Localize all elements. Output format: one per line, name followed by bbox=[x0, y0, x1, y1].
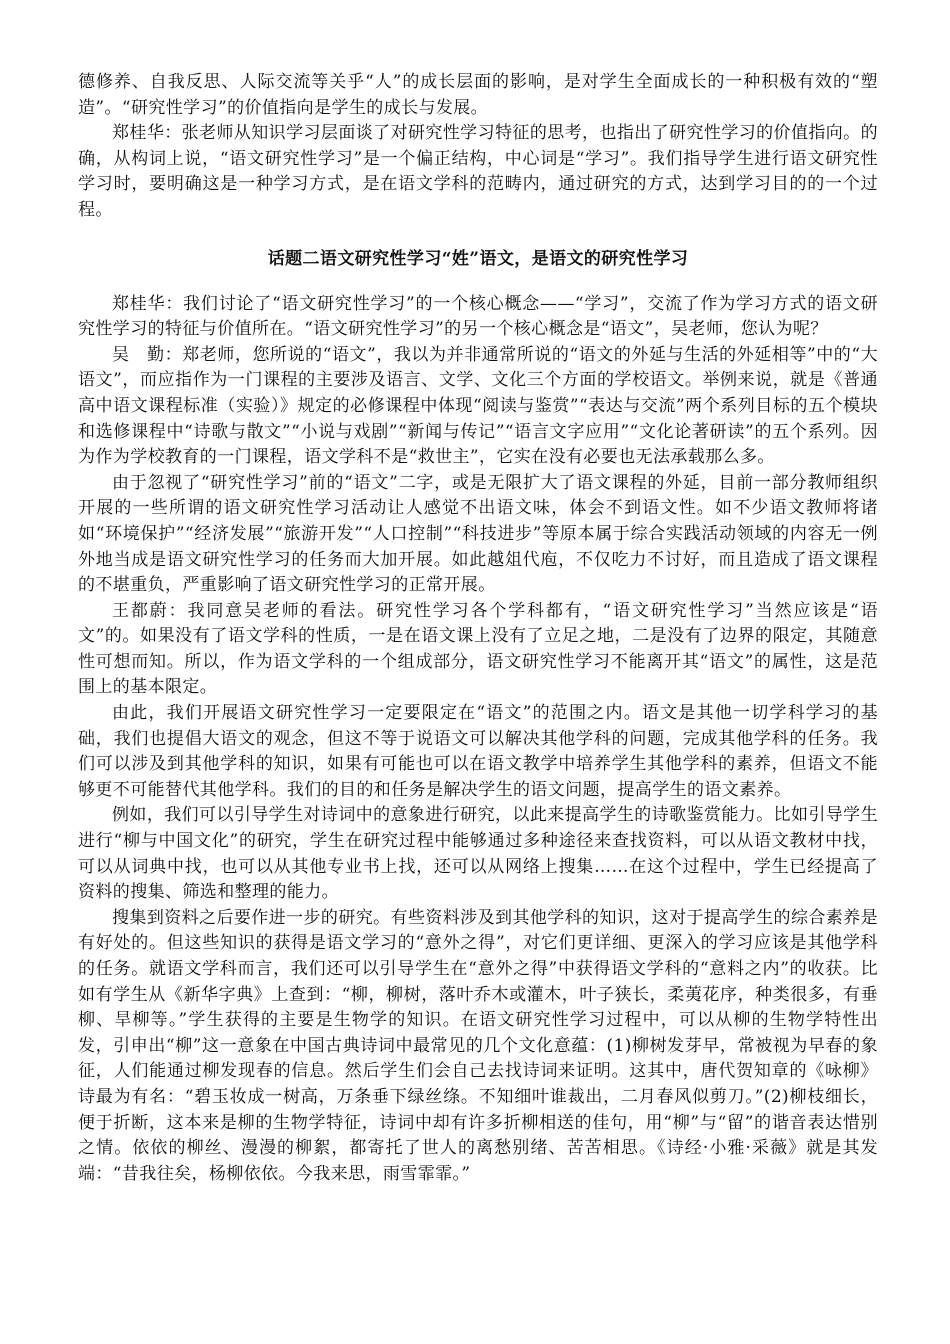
paragraph-zheng-guihua-summary: 郑桂华：张老师从知识学习层面谈了对研究性学习特征的思考，也指出了研究性学习的价值指向。的确，从构词上说，“语文研究性学习”是一个偏正结构，中心词是“学习”。我们指导学生进行语文研究性学习时，要明确这是一种学习方式，是在语文学科的范畴内，通过研究的方式，达到学习目的的一个过程。 bbox=[78, 123, 878, 220]
paragraph-continued: 德修养、自我反思、人际交流等关乎“人”的成长层面的影响，是对学生全面成长的一种积极有效的“塑造”。“研究性学习”的价值指向是学生的成长与发展。 bbox=[78, 72, 878, 118]
paragraph-willow-research: 搜集到资料之后要作进一步的研究。有些资料涉及到其他学科的知识，这对于提高学生的综合素养是有好处的。但这些知识的获得是语文学习的“意外之得”，对它们更详细、更深入的学习应该是其他学科的任务。就语文学科而言，我们还可以引导学生在“意外之得”中获得语文学科的“意料之内”的收获。比如有学生从《新华字典》上查到：“柳，柳树，落叶乔木或灌木，叶子狭长，柔荑花序，种类很多，有垂柳、旱柳等。”学生获得的主要是生物学的知识。在语文研究性学习过程中，可以从柳的生物学特性出发，引申出“柳”这一意象在中国古典诗词中最常见的几个文化意蕴：(1)柳树发芽早，常被视为早春的象征，人们能通过柳发现春的信息。然后学生们会自己去找诗词来证明。这其中，唐代贺知章的《咏柳》诗最为有名：“碧玉妆成一树高，万条垂下绿丝绦。不知细叶谁裁出，二月春风似剪刀。”(2)柳枝细长，便于折断，这本来是柳的生物学特征，诗词中却有许多折柳相送的佳句，用“柳”与“留”的谐音表达惜别之情。依依的柳丝、漫漫的柳絮，都寄托了世人的离愁别绪、苦苦相思。《诗经·小雅·采薇》就是其发端：“昔我往矣，杨柳依依。今我来思，雨雪霏霏。” bbox=[78, 907, 878, 1184]
paragraph-wang-duwei-answer: 王都蔚：我同意吴老师的看法。研究性学习各个学科都有，“语文研究性学习”当然应该是“语文”的。如果没有了语文学科的性质，一是在语文课上没有了立足之地，二是没有了边界的限定，其随意性可想而知。所以，作为语文学科的一个组成部分，语文研究性学习不能离开其“语文”的属性，这是范围上的基本限定。 bbox=[78, 600, 878, 698]
paragraph-wu-qin-answer: 吴 勤：郑老师，您所说的“语文”，我以为并非通常所说的“语文的外延与生活的外延相等”中的“大语文”，而应指作为一门课程的主要涉及语言、文学、文化三个方面的学校语文。举例来说，就是《普通高中语文课程标准（实验）》规定的必修课程中体现“阅读与鉴赏”“表达与交流”两个系列目标的五个模块和选修课程中“诗歌与散文”“小说与戏剧”“新闻与传记”“语言文字应用”“文化论著研读”的五个系列。因为作为学校教育的一门课程，语文学科不是“救世主”，它实在没有必要也无法承载那么多。 bbox=[78, 344, 878, 468]
section-heading: 话题二语文研究性学习“姓”语文，是语文的研究性学习 bbox=[267, 248, 689, 269]
paragraph-wang-duwei-scope: 由此，我们开展语文研究性学习一定要限定在“语文”的范围之内。语文是其他一切学科学习的基础，我们也提倡大语文的观念，但这不等于说语文可以解决其他学科的问题，完成其他学科的任务。我们可以涉及到其他学科的知识，如果有可能也可以在语文教学中培养学生其他学科的素养，但语文不能够更不可能替代其他学科。我们的目的和任务是解决学生的语文问题，提高学生的语文素养。 bbox=[78, 703, 878, 800]
paragraph-wu-qin-continued: 由于忽视了“研究性学习”前的“语文”二字，或是无限扩大了语文课程的外延，目前一部分教师组织开展的一些所谓的语文研究性学习活动让人感觉不出语文味，体会不到语文性。如不少语文教师将诸如“环境保护”“经济发展”“旅游开发”“人口控制”“科技进步”等原本属于综合实践活动领域的内容无一例外地当成是语文研究性学习的任务而大加开展。如此越俎代庖，不仅吃力不讨好，而且造成了语文课程的不堪重负，严重影响了语文研究性学习的正常开展。 bbox=[78, 472, 878, 596]
document-page bbox=[78, 70, 878, 1187]
paragraph-zheng-guihua-question: 郑桂华：我们讨论了“语文研究性学习”的一个核心概念——“学习”，交流了作为学习方式的语文研究性学习的特征与价值所在。“语文研究性学习”的另一个核心概念是“语文”，吴老师，您认为呢？ bbox=[78, 293, 878, 340]
paragraph-willow-example: 例如，我们可以引导学生对诗词中的意象进行研究，以此来提高学生的诗歌鉴赏能力。比如引导学生进行“柳与中国文化”的研究，学生在研究过程中能够通过多种途径来查找资料，可以从语文教材中找，可以从词典中找，也可以从其他专业书上找，还可以从网络上搜集……在这个过程中，学生已经提高了资料的搜集、筛选和整理的能力。 bbox=[78, 805, 878, 903]
